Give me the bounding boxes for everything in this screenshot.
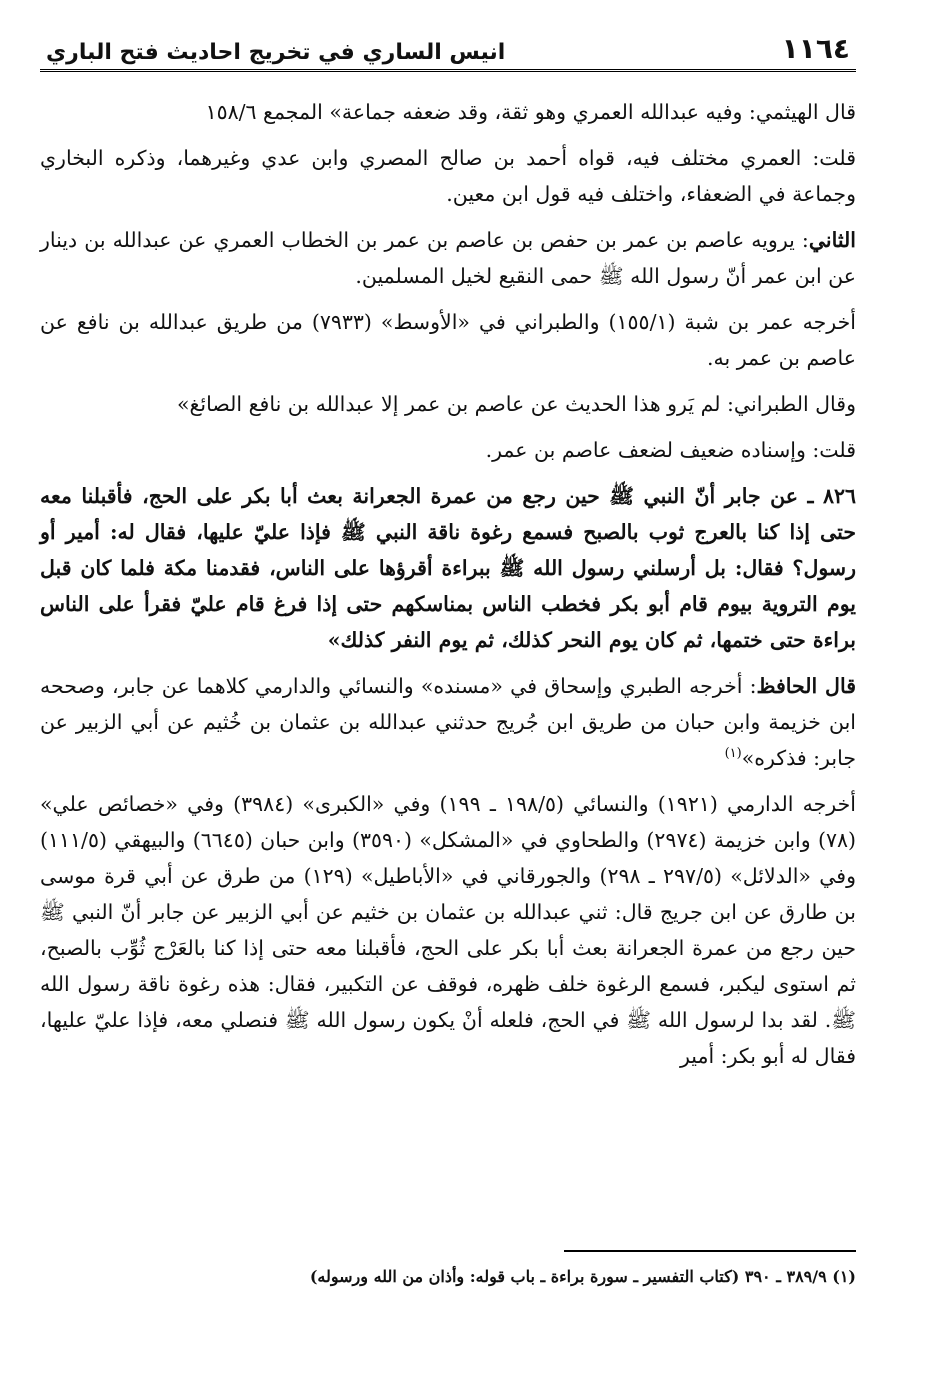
hadith-826 [40, 478, 856, 658]
paragraph-takhrij-shabba [40, 304, 856, 376]
footnote-divider [564, 1250, 856, 1252]
page-body [40, 94, 856, 1074]
paragraph-text: أخرجه الدارمي (١٩٢١) والنسائي (١٩٨/٥ ـ ١٩٩) وفي «الكبرى» (٣٩٨٤) وفي «خصائص علي» (٧٨) وابن خزيمة (٢٩٧٤) والطحاوي في «المشكل» (٣٥٩٠) وابن حبان (٦٦٤٥) والبيهقي (١١١/٥) وفي «الدلائل» (٢٩٧/٥ ـ ٢٩٨) والجورقاني في «الأباطيل» (١٢٩) من طرق عن أبي قرة موسى بن طارق عن ابن جريج قال: ثني عبدالله بن عثمان بن خثيم عن أبي الزبير عن جابر أنّ النبي ﷺ حين رجع من عمرة الجعرانة بعث أبا بكر على الحج، فأقبلنا معه حتى إذا كنا بالعَرْج ثُوِّب بالصبح، ثم استوى ليكبر، فسمع الرغوة خلف ظهره، فوقف عن التكبير، فقال: هذه رغوة ناقة رسول الله ﷺ. لقد بدا لرسول الله ﷺ في الحج، فلعله أنْ يكون رسول الله ﷺ فنصلي معه، فإذا عليّ عليها، فقال له أبو بكر: أمير [40, 792, 856, 1068]
paragraph-text: قلت: وإسناده ضعيف لضعف عاصم بن عمر. [485, 438, 856, 462]
paragraph-hafiz [40, 668, 856, 776]
running-title: انيس الساري في تخريج احاديث فتح الباري [46, 40, 506, 65]
paragraph-text: قلت: العمري مختلف فيه، قواه أحمد بن صالح المصري وابن عدي وغيرهما، وذكره البخاري وجماعة في الضعفاء، واختلف فيه قول ابن معين. [40, 146, 856, 206]
paragraph-text: أخرجه عمر بن شبة (١٥٥/١) والطبراني في «الأوسط» (٧٩٣٣) من طريق عبدالله بن نافع عن عاصم بن عمر به. [40, 310, 856, 370]
footnote: (١) ٣٨٩/٩ ـ ٣٩٠ (كتاب التفسير ـ سورة براءة ـ باب قوله: وأذان من الله ورسوله) [309, 1267, 856, 1286]
paragraph-isnad [40, 432, 856, 468]
paragraph-umari [40, 140, 856, 212]
paragraph-takhrij-darimi [40, 786, 856, 1074]
paragraph-second-route [40, 222, 856, 294]
paragraph-label: قال الحافظ [756, 674, 856, 698]
book-page [40, 28, 856, 1358]
footnote-reference: (١) [724, 746, 742, 762]
paragraph-text: : يرويه عاصم بن عمر بن حفص بن عاصم بن عمر بن الخطاب العمري عن عبدالله بن دينار عن ابن عمر أنّ رسول الله ﷺ حمى النقيع لخيل المسلمين. [40, 228, 856, 288]
paragraph-label: الثاني [808, 228, 856, 252]
paragraph-text: قال الهيثمي: وفيه عبدالله العمري وهو ثقة، وقد ضعفه جماعة» المجمع ١٥٨/٦ [205, 100, 856, 124]
page-number: ١١٦٤ [781, 32, 850, 65]
paragraph-text: وقال الطبراني: لم يَرو هذا الحديث عن عاصم بن عمر إلا عبدالله بن نافع الصائغ» [176, 392, 856, 416]
paragraph-tabarani [40, 386, 856, 422]
hadith-number: ٨٢٦ [822, 484, 856, 508]
paragraph-text: : أخرجه الطبري وإسحاق في «مسنده» والنسائي والدارمي كلاهما عن جابر، وصححه ابن خزيمة وابن حبان من طريق ابن جُريج حدثني عبدالله بن عثمان بن خُثيم عن أبي الزبير عن جابر: فذكره» [40, 674, 856, 770]
page-header [40, 28, 856, 72]
hadith-text: ـ عن جابر أنّ النبي ﷺ حين رجع من عمرة الجعرانة بعث أبا بكر على الحج، فأقبلنا معه حتى إذا كنا بالعرج ثوب بالصبح فسمع رغوة ناقة النبي ﷺ فإذا عليّ عليها، فقال له: أمير أو رسول؟ فقال: بل أرسلني رسول الله ﷺ ببراءة أقرؤها على الناس، فقدمنا مكة فلما كان قبل يوم التروية بيوم قام أبو بكر فخطب الناس بمناسكهم حتى إذا فرغ قام عليّ فقرأ على الناس براءة حتى ختمها، ثم كان يوم النحر كذلك، ثم يوم النفر كذلك» [40, 484, 856, 652]
paragraph-haythami [40, 94, 856, 130]
